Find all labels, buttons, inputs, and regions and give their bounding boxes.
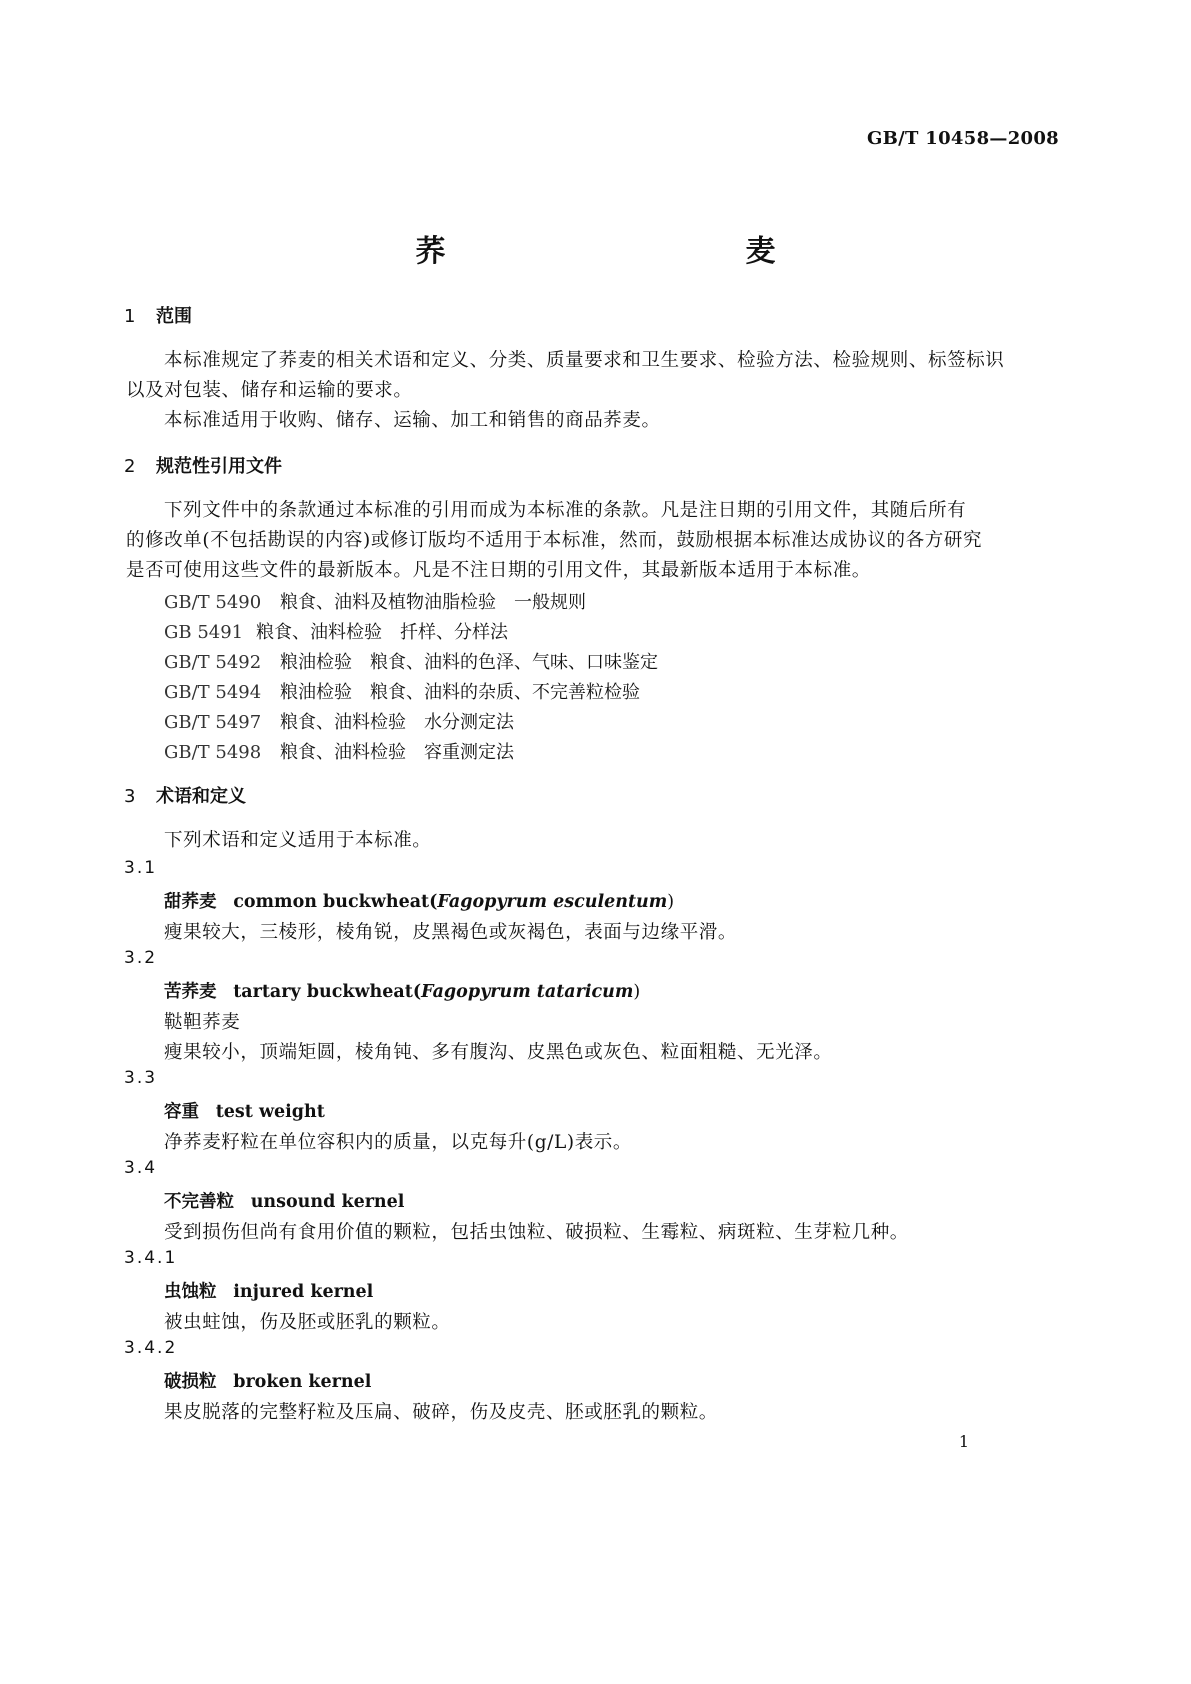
term-alias: 鞑靼荞麦 bbox=[164, 1012, 241, 1033]
term-definition: 瘦果较小，顶端矩圆，棱角钝、多有腹沟、皮黑色或灰色、粒面粗糙、无光泽。 bbox=[164, 1042, 833, 1063]
term-zh: 破损粒 bbox=[164, 1372, 217, 1392]
term-zh: 不完善粒 bbox=[164, 1192, 234, 1212]
term-close: ) bbox=[633, 982, 641, 1002]
page-title: 荞 麦 bbox=[415, 234, 856, 269]
term-heading bbox=[164, 1278, 373, 1303]
reference-code: GB/T 5494 bbox=[164, 682, 262, 703]
term-definition: 被虫蛀蚀，伤及胚或胚乳的颗粒。 bbox=[164, 1312, 451, 1333]
term-definition: 受到损伤但尚有食用价值的颗粒，包括虫蚀粒、破损粒、生霉粒、病斑粒、生芽粒几种。 bbox=[164, 1222, 909, 1243]
reference-item bbox=[164, 678, 640, 704]
term-zh: 虫蚀粒 bbox=[164, 1282, 217, 1302]
term-en: broken kernel bbox=[233, 1372, 372, 1392]
reference-item bbox=[164, 708, 514, 734]
reference-title: 粮食、油料检验 扦样、分样法 bbox=[256, 622, 508, 643]
section-2-heading bbox=[124, 452, 282, 478]
reference-title: 粮食、油料检验 容重测定法 bbox=[280, 742, 514, 763]
section-2-para-line1: 下列文件中的条款通过本标准的引用而成为本标准的条款。凡是注日期的引用文件，其随后所有 bbox=[164, 500, 967, 521]
term-latin: Fagopyrum tataricum bbox=[421, 982, 634, 1002]
term-number: 3.3 bbox=[124, 1068, 158, 1088]
term-definition: 瘦果较大，三棱形，棱角锐，皮黑褐色或灰褐色，表面与边缘平滑。 bbox=[164, 922, 738, 943]
section-3-number: 3 bbox=[124, 786, 136, 807]
term-en: unsound kernel bbox=[250, 1192, 405, 1212]
term-number: 3.2 bbox=[124, 948, 158, 968]
term-heading bbox=[164, 1188, 404, 1213]
reference-code: GB/T 5498 bbox=[164, 742, 262, 763]
term-heading bbox=[164, 1368, 371, 1393]
term-heading bbox=[164, 1098, 325, 1123]
section-1-heading bbox=[124, 302, 192, 328]
reference-title: 粮食、油料检验 水分测定法 bbox=[280, 712, 514, 733]
page-number: 1 bbox=[958, 1432, 969, 1451]
section-1-para1-line1: 本标准规定了荞麦的相关术语和定义、分类、质量要求和卫生要求、检验方法、检验规则、标签标识 bbox=[164, 350, 1005, 371]
section-2-number: 2 bbox=[124, 456, 136, 477]
term-zh: 苦荞麦 bbox=[164, 982, 217, 1002]
reference-code: GB 5491 bbox=[164, 622, 244, 643]
reference-code: GB/T 5497 bbox=[164, 712, 262, 733]
section-1-number: 1 bbox=[124, 306, 136, 327]
reference-item bbox=[164, 738, 514, 764]
term-definition: 净荞麦籽粒在单位容积内的质量，以克每升(g/L)表示。 bbox=[164, 1132, 632, 1153]
term-number: 3.4 bbox=[124, 1158, 158, 1178]
term-close: ) bbox=[667, 892, 675, 912]
term-en: tartary buckwheat( bbox=[233, 982, 422, 1002]
term-en: common buckwheat( bbox=[233, 892, 438, 912]
term-zh: 甜荞麦 bbox=[164, 892, 217, 912]
reference-title: 粮油检验 粮食、油料的色泽、气味、口味鉴定 bbox=[280, 652, 658, 673]
reference-item bbox=[164, 648, 658, 674]
term-number: 3.4.1 bbox=[124, 1248, 178, 1268]
section-2-title: 规范性引用文件 bbox=[156, 456, 282, 477]
term-number: 3.1 bbox=[124, 858, 158, 878]
term-heading bbox=[164, 888, 674, 913]
standard-code: GB/T 10458—2008 bbox=[866, 128, 1059, 149]
term-number: 3.4.2 bbox=[124, 1338, 178, 1358]
reference-code: GB/T 5492 bbox=[164, 652, 262, 673]
reference-code: GB/T 5490 bbox=[164, 592, 262, 613]
reference-title: 粮油检验 粮食、油料的杂质、不完善粒检验 bbox=[280, 682, 640, 703]
section-1-title: 范围 bbox=[156, 306, 192, 327]
term-en: injured kernel bbox=[233, 1282, 374, 1302]
term-latin: Fagopyrum esculentum bbox=[437, 892, 668, 912]
section-1-para1-line2: 以及对包装、储存和运输的要求。 bbox=[126, 380, 413, 401]
term-heading bbox=[164, 978, 640, 1003]
reference-item bbox=[164, 588, 586, 614]
section-3-heading bbox=[124, 782, 246, 808]
section-3-title: 术语和定义 bbox=[156, 786, 246, 807]
reference-title: 粮食、油料及植物油脂检验 一般规则 bbox=[280, 592, 586, 613]
section-2-para-line3: 是否可使用这些文件的最新版本。凡是不注日期的引用文件，其最新版本适用于本标准。 bbox=[126, 560, 871, 581]
section-2-para-line2: 的修改单(不包括勘误的内容)或修订版均不适用于本标准，然而，鼓励根据本标准达成协议的各方研究 bbox=[126, 530, 983, 551]
term-zh: 容重 bbox=[164, 1102, 199, 1122]
section-1-para2: 本标准适用于收购、储存、运输、加工和销售的商品荞麦。 bbox=[164, 410, 661, 431]
term-definition: 果皮脱落的完整籽粒及压扁、破碎，伤及皮壳、胚或胚乳的颗粒。 bbox=[164, 1402, 718, 1423]
section-3-intro: 下列术语和定义适用于本标准。 bbox=[164, 830, 432, 851]
term-en: test weight bbox=[215, 1102, 325, 1122]
reference-item bbox=[164, 618, 508, 644]
